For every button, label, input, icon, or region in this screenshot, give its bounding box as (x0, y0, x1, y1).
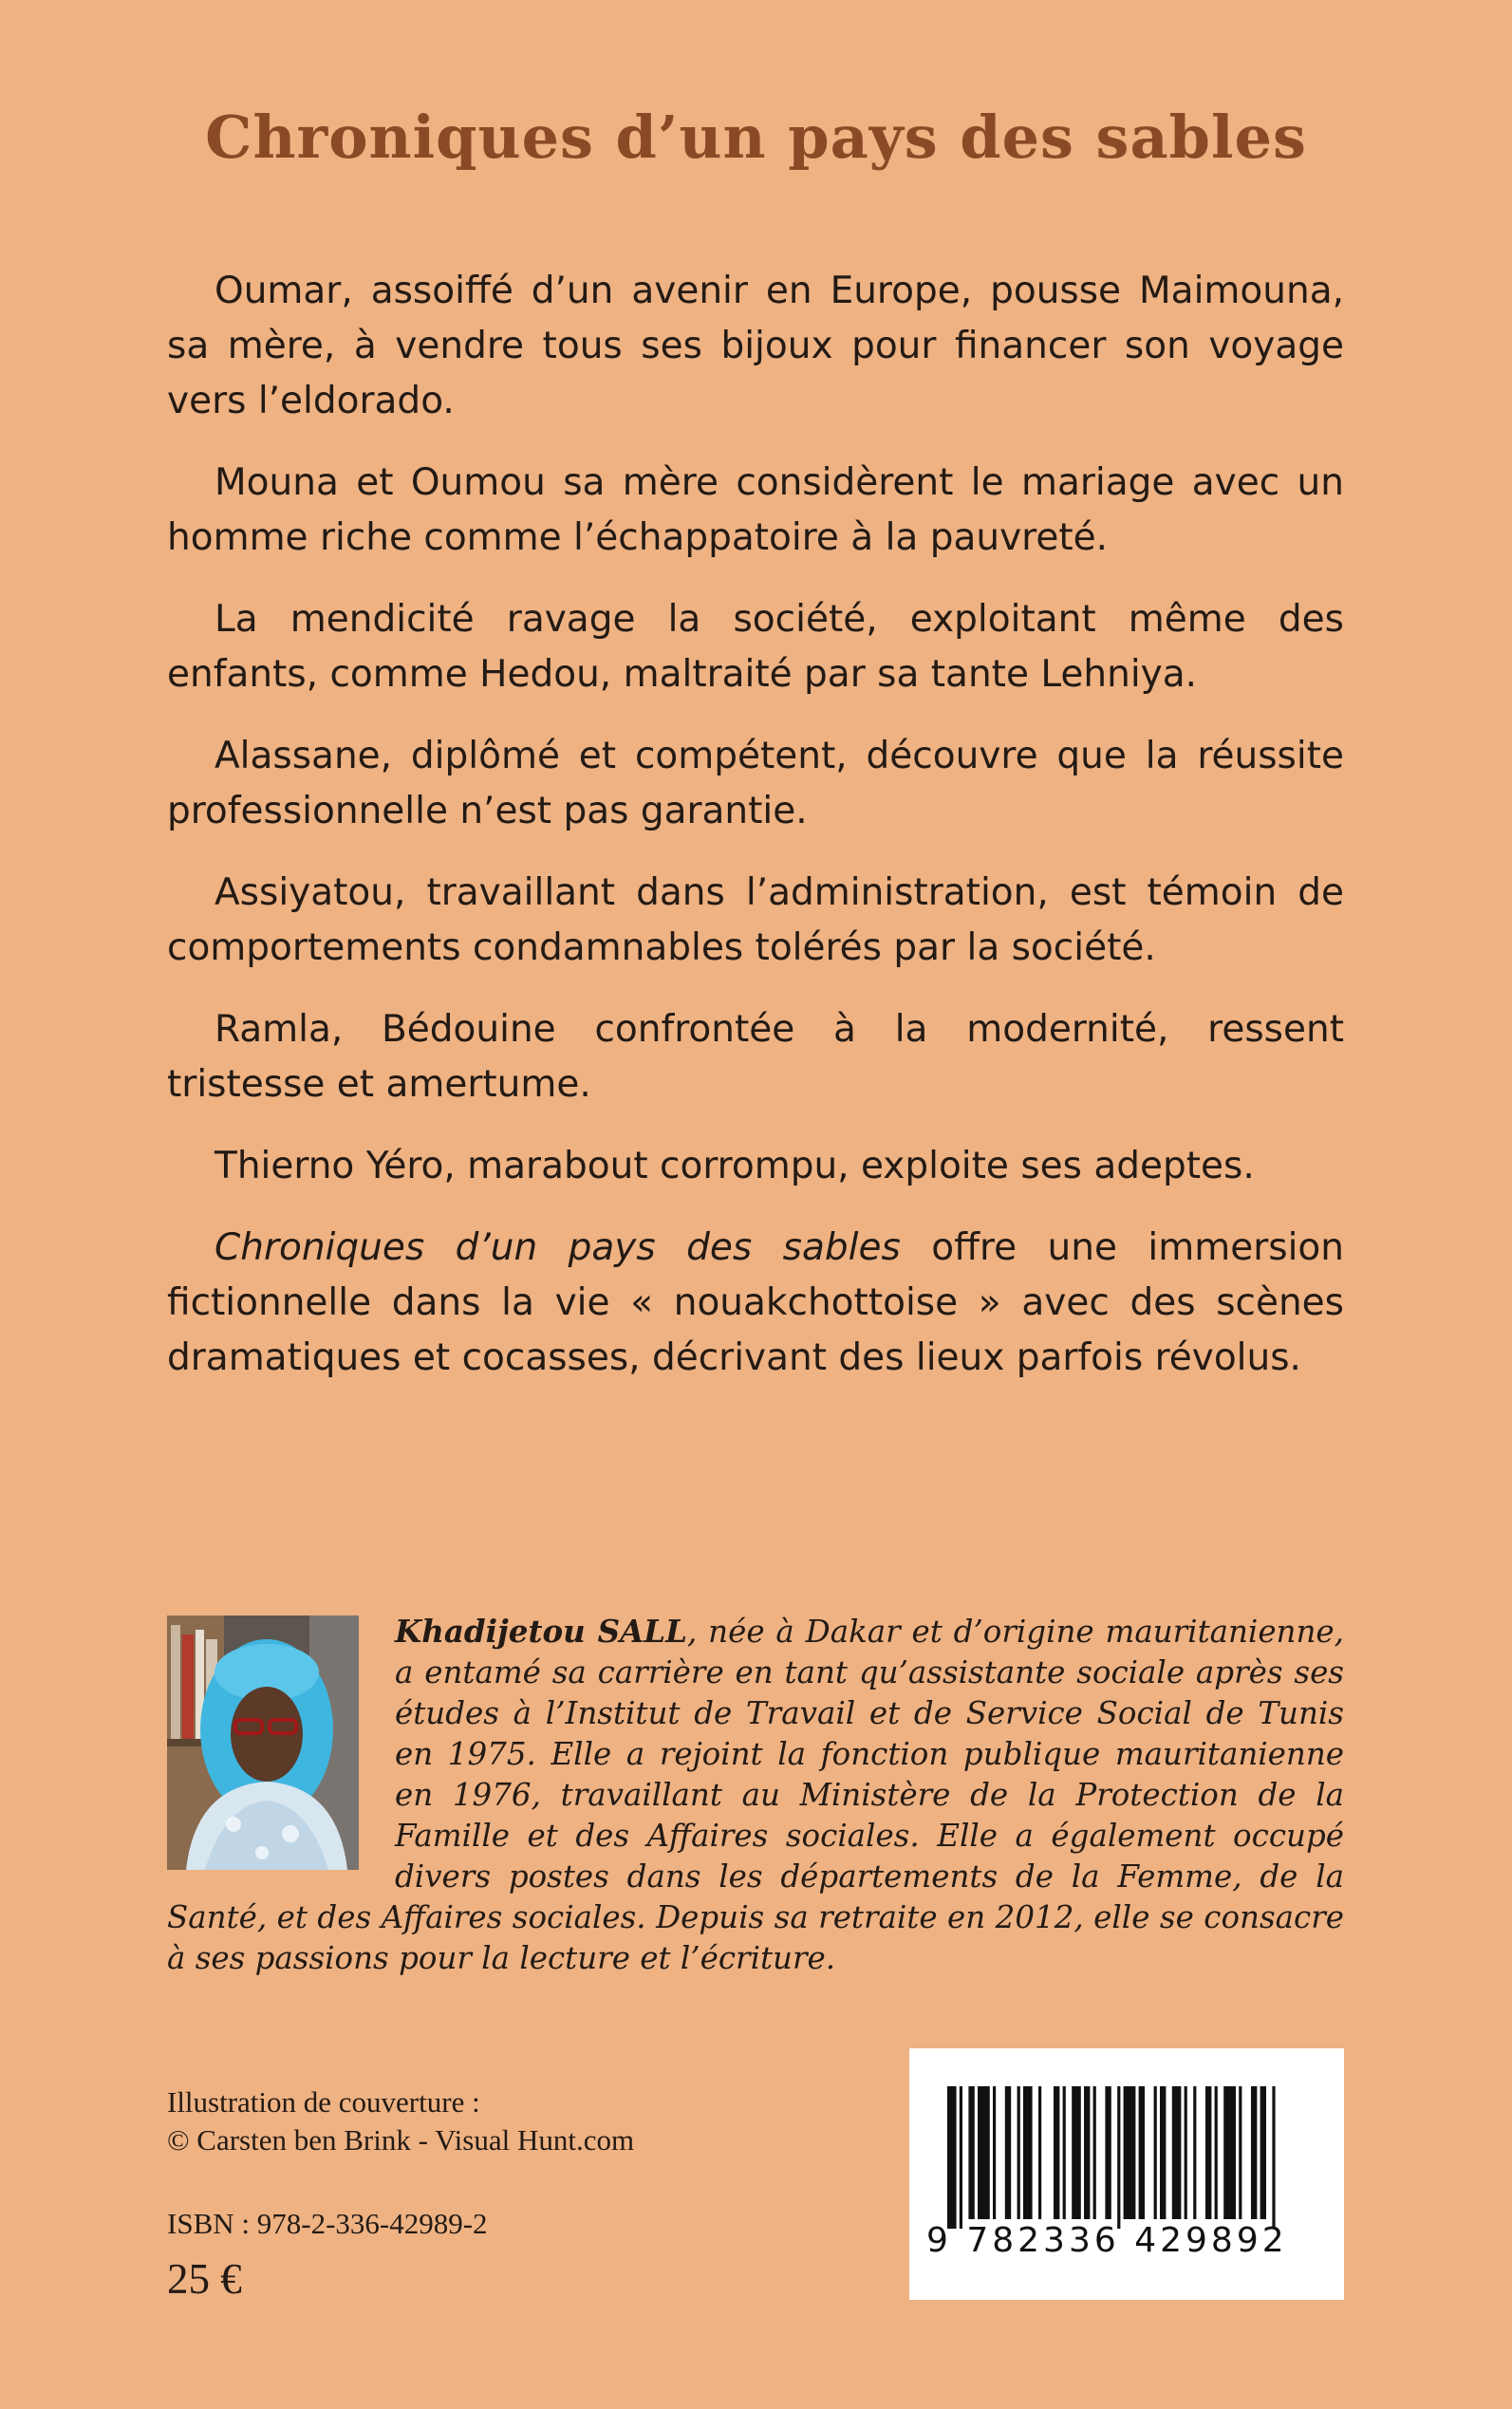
barcode-bar (1193, 2086, 1196, 2219)
barcode-bar (1260, 2086, 1266, 2219)
barcode-bars (909, 2048, 1344, 2300)
barcode-bar (978, 2086, 990, 2219)
barcode-bar (960, 2086, 962, 2229)
credit-line-1: Illustration de couverture : (167, 2085, 480, 2119)
barcode-bar (1105, 2086, 1111, 2219)
barcode-bar (1023, 2086, 1033, 2219)
blurb-paragraph: Oumar, assoiffé d’un avenir en Europe, pousse Maimouna, sa mère, à vendre tous ses bijoux pour financer son voyage vers l’eldorado. (167, 270, 1344, 422)
barcode (909, 2048, 1344, 2300)
barcode-bar (1093, 2086, 1096, 2219)
barcode-bar (1272, 2086, 1275, 2229)
blurb-paragraph: Alassane, diplômé et compétent, découvre que la réussite professionnelle n’est pas garantie. (167, 735, 1344, 832)
barcode-bar (1005, 2086, 1011, 2219)
blurb-paragraph: La mendicité ravage la société, exploitant même des enfants, comme Hedou, maltraité par sa tante Lehniya. (167, 598, 1344, 696)
blurb-paragraph: Thierno Yéro, marabout corrompu, exploite ses adeptes. (215, 1145, 1255, 1187)
barcode-bar (1017, 2086, 1020, 2219)
barcode-bar (1205, 2086, 1211, 2219)
barcode-bar (993, 2086, 996, 2219)
credit-line-2: © Carsten ben Brink - Visual Hunt.com (167, 2123, 635, 2157)
barcode-bar (1038, 2086, 1041, 2219)
barcode-bar (1215, 2086, 1218, 2219)
barcode-bar (968, 2086, 974, 2219)
barcode-bar (1251, 2086, 1257, 2219)
back-cover-blurb (167, 264, 1344, 1412)
barcode-bar (1154, 2086, 1157, 2219)
blurb-book-title: Chroniques d’un pays des sables (215, 1226, 901, 1269)
blurb-paragraph: Assiyatou, travaillant dans l’administration, est témoin de comportements condamnables tolérés par la société. (167, 871, 1344, 969)
barcode-bar (1084, 2086, 1090, 2219)
blurb-final-text: offre une immersion fictionnelle dans la vie « nouakchottoise » avec des scènes dramatiques et cocasses, décrivant des lieux parfois révolus. (167, 1226, 1345, 1379)
blurb-paragraph-final (167, 1221, 1344, 1386)
barcode-bar (1072, 2086, 1081, 2219)
author-bio-text: , née à Dakar et d’origine mauritanienne, a entamé sa carrière en tant qu’assistante sociale après ses études à l’Institut de Travail et de Service Social de Tunis en 1975. Elle a rejoint la fonction publique mauritanienne en 1976, travaillant au Ministère de la Protection de la Famille et des Affaires sociales. Elle a également occupé divers postes dans les départements de la Femme, de la Santé, et des Affaires sociales. Depuis sa retraite en 2012, elle se consacre à ses passions pour la lecture et l’écriture. (167, 1614, 1344, 1976)
barcode-bar (1117, 2086, 1120, 2229)
barcode-bar (1124, 2086, 1136, 2219)
isbn: ISBN : 978-2-336-42989-2 (167, 2207, 488, 2240)
barcode-bar (1239, 2086, 1241, 2219)
barcode-bar (1139, 2086, 1145, 2219)
barcode-bar (1054, 2086, 1059, 2219)
cover-illustration-credit (167, 2083, 634, 2159)
author-name: Khadijetou SALL (395, 1613, 687, 1650)
blurb-paragraph: Mouna et Oumou sa mère considèrent le mariage avec un homme riche comme l’échappatoire à la pauvreté. (167, 461, 1344, 559)
barcode-bar (1160, 2086, 1166, 2219)
book-title: Chroniques d’un pays des sables (205, 103, 1307, 172)
price: 25 € (167, 2255, 242, 2303)
barcode-bar (1223, 2086, 1236, 2219)
barcode-bar (1172, 2086, 1182, 2219)
barcode-digits: 9 782336 429892 (926, 2221, 1288, 2260)
barcode-bar (1063, 2086, 1066, 2219)
barcode-bar (947, 2086, 957, 2229)
photo-spacer (167, 1611, 395, 1859)
barcode-bar (1185, 2086, 1187, 2219)
author-bio (167, 1611, 1344, 1979)
blurb-paragraph: Ramla, Bédouine confrontée à la modernité, ressent tristesse et amertume. (167, 1008, 1344, 1106)
